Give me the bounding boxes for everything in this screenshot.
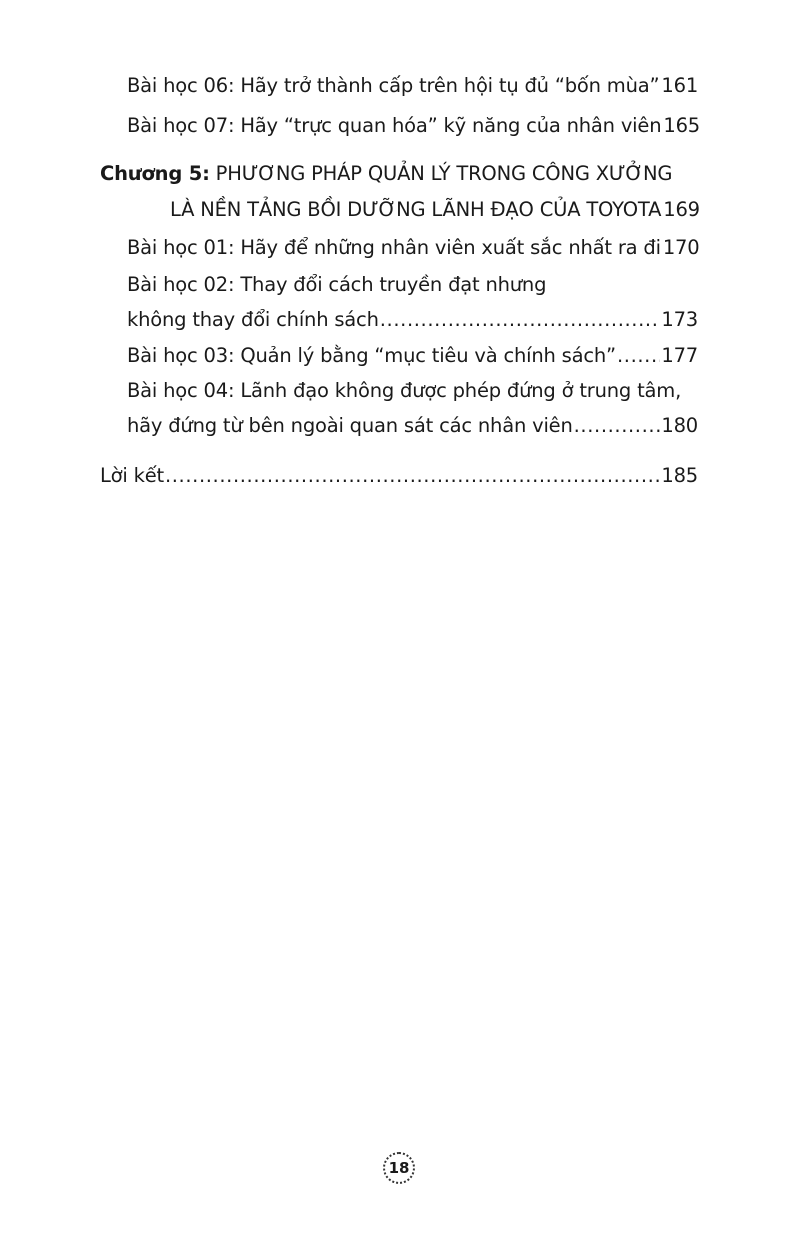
toc-entry-title: Bài học 04: Lãnh đạo không được phép đứng ở trung tâm, xyxy=(127,379,682,402)
toc-entry-title: Bài học 02: Thay đổi cách truyền đạt nhưng xyxy=(127,273,547,296)
toc-page-number: 161 xyxy=(661,74,699,97)
toc-page-number: 173 xyxy=(661,308,698,331)
toc-entry xyxy=(127,342,698,370)
toc-entry-title: Bài học 01: Hãy để những nhân viên xuất sắc nhất ra đi xyxy=(127,236,661,259)
chapter-title-line1: PHƯƠNG PHÁP QUẢN LÝ TRONG CÔNG XƯỞNG xyxy=(215,162,673,185)
toc-entry-line2 xyxy=(127,412,698,440)
toc-page-number: 180 xyxy=(661,414,698,437)
toc-leader-dots xyxy=(380,306,661,334)
toc-page-number: 185 xyxy=(661,464,698,487)
toc-entry-line1 xyxy=(127,377,698,405)
page-number: 18 xyxy=(383,1152,415,1184)
toc-entry-conclusion xyxy=(100,462,698,490)
chapter-title-line2: LÀ NỀN TẢNG BỒI DƯỠNG LÃNH ĐẠO CỦA TOYOTA xyxy=(170,198,662,221)
toc-entry-title-cont: hãy đứng từ bên ngoài quan sát các nhân viên xyxy=(127,414,573,437)
toc-entry-title-cont: không thay đổi chính sách xyxy=(127,308,379,331)
toc-chapter-heading-cont xyxy=(170,196,698,224)
toc-entry-line2 xyxy=(127,306,698,334)
toc-chapter-heading xyxy=(100,160,700,188)
toc-entry xyxy=(127,234,698,262)
toc-page-number: 177 xyxy=(661,344,698,367)
toc-entry-title: Bài học 03: Quản lý bằng “mục tiêu và chính sách” xyxy=(127,344,616,367)
toc-entry-title: Bài học 06: Hãy trở thành cấp trên hội tụ đủ “bốn mùa” xyxy=(127,74,660,97)
toc-entry xyxy=(127,112,698,140)
toc-leader-dots xyxy=(165,462,660,490)
toc-page-number: 165 xyxy=(663,114,700,137)
toc-page-number: 170 xyxy=(662,236,700,259)
toc-leader-dots xyxy=(617,342,660,370)
toc-entry xyxy=(127,72,698,100)
toc-entry-line1 xyxy=(127,271,698,299)
toc-page-number: 169 xyxy=(663,198,700,221)
toc-entry-title: Bài học 07: Hãy “trực quan hóa” kỹ năng của nhân viên xyxy=(127,114,662,137)
toc-entry-title: Lời kết xyxy=(100,464,164,487)
chapter-label: Chương 5: xyxy=(100,162,210,185)
toc-leader-dots xyxy=(574,412,661,440)
